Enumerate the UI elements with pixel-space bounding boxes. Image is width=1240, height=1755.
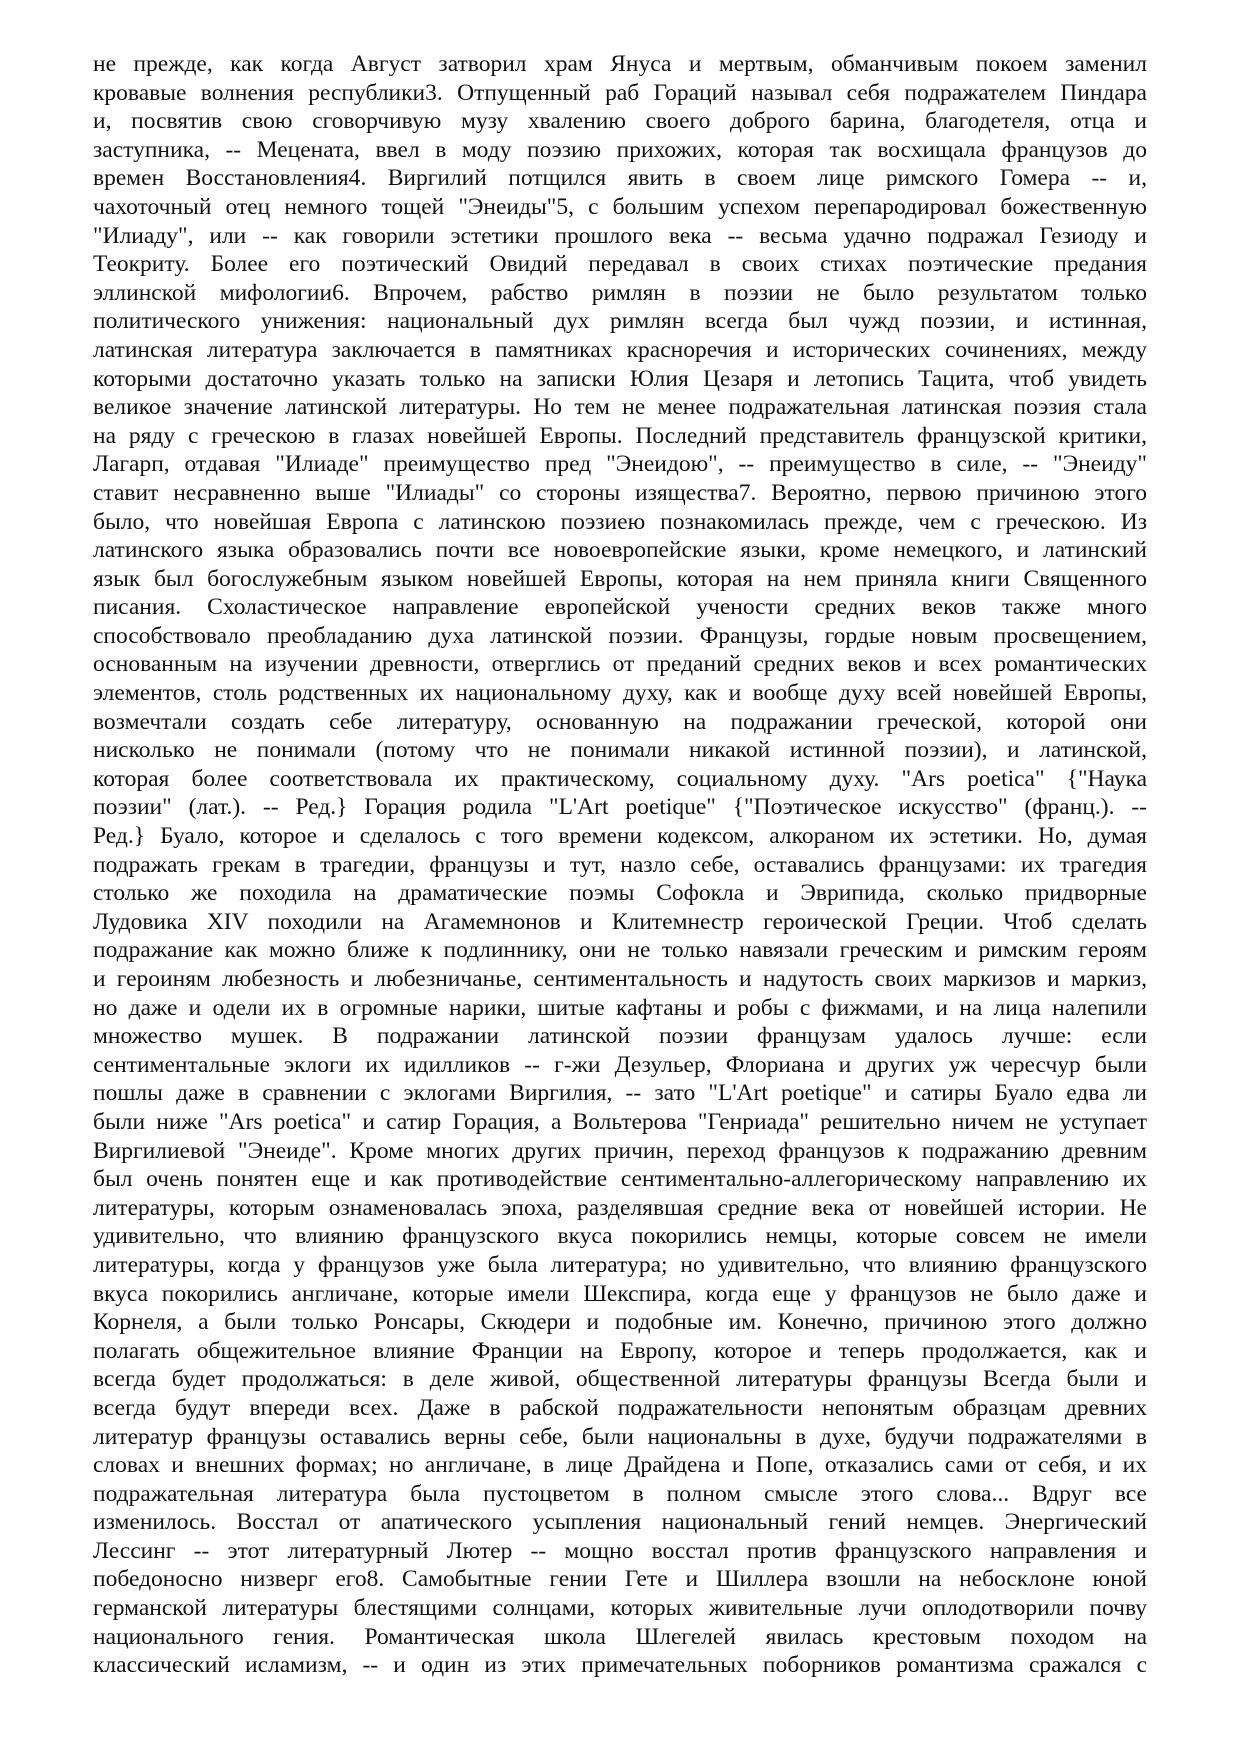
text-line: поэзии" (лат.). -- Ред.} Горация родила "L'Art poetique" {"Поэтическое искусство" (франц.). -- <box>93 794 1147 821</box>
text-line: всегда будут впереди всех. Даже в рабской подражательности непонятым образцам древних <box>93 1394 1147 1421</box>
text-line: Ред.} Буало, которое и сделалось с того времени кодексом, алкораном их эстетики. Но, думая <box>93 823 1147 850</box>
text-line: нисколько не понимали (потому что не понимали никакой истинной поэзии), и латинской, <box>93 737 1147 764</box>
text-line: на ряду с греческою в глазах новейшей Европы. Последний представитель французской критики, <box>93 422 1147 449</box>
text-line: и, посвятив свою сговорчивую музу хвалению своего доброго барина, благодетеля, отца и <box>93 108 1147 135</box>
text-line: политического унижения: национальный дух римлян всегда был чужд поэзии, и истинная, <box>93 308 1147 335</box>
text-line: и героиням любезность и любезничанье, сентиментальность и надутость своих маркизов и маркиз, <box>93 966 1147 992</box>
text-line: латинская литература заключается в памятниках красноречия и исторических сочинениях, между <box>93 336 1147 363</box>
text-line: Корнеля, а были только Ронсары, Скюдери и подобные им. Конечно, причиною этого должно <box>93 1309 1147 1336</box>
text-line: удивительно, что влиянию французского вкуса покорились немцы, которые совсем не имели <box>93 1223 1147 1250</box>
text-line: национального гения. Романтическая школа Шлегелей явилась крестовым походом на <box>93 1623 1147 1650</box>
text-line: ставит несравненно выше "Илиады" со стороны изящества7. Вероятно, первою причиною этого <box>93 479 1147 506</box>
text-line: литературы, которым ознаменовалась эпоха, разделявшая средние века от новейшей истории. Не <box>93 1194 1147 1221</box>
text-line: изменилось. Восстал от апатического усыпления национальный гений немцев. Энергический <box>93 1509 1147 1536</box>
text-line: чахоточный отец немного тощей "Энеиды"5, с большим успехом перепародировал божественную <box>93 193 1147 220</box>
text-line: множество мушек. В подражании латинской поэзии французам удалось лучше: если <box>93 1023 1147 1050</box>
text-line: которыми достаточно указать только на записки Юлия Цезаря и летопись Тацита, чтоб увидеть <box>93 365 1147 392</box>
text-line: язык был богослужебным языком новейшей Европы, которая на нем приняла книги Священного <box>93 565 1147 592</box>
text-line: Теокриту. Более его поэтический Овидий передавал в своих стихах поэтические предания <box>93 251 1147 278</box>
text-line: элементов, столь родственных их национальному духу, как и вообще духу всей новейшей Европы, <box>93 680 1147 707</box>
text-line: Лагарп, отдавая "Илиаде" преимущество пред "Энеидою", -- преимущество в силе, -- "Энеиду" <box>93 451 1147 478</box>
text-line: способствовало преобладанию духа латинской поэзии. Французы, гордые новым просвещением, <box>93 622 1147 649</box>
text-line: писания. Схоластическое направление европейской учености средних веков также много <box>93 594 1147 621</box>
text-line: вкуса покорились англичане, которые имели Шекспира, когда еще у французов не было даже и <box>93 1280 1147 1307</box>
text-line: великое значение латинской литературы. Но тем не менее подражательная латинская поэзия стала <box>93 394 1147 421</box>
text-line: основанным на изучении древности, отверглись от преданий средних веков и всех романтических <box>93 651 1147 678</box>
text-line: пошлы даже в сравнении с эклогами Виргилия, -- зато "L'Art poetique" и сатиры Буало едва ли <box>93 1080 1147 1107</box>
text-line: столько же походила на драматические поэмы Софокла и Эврипида, сколько придворные <box>93 880 1147 907</box>
text-line: подражательная литература была пустоцветом в полном смысле этого слова... Вдруг все <box>93 1480 1147 1507</box>
text-line: германской литературы блестящими солнцами, которых живительные лучи оплодотворили почву <box>93 1595 1147 1622</box>
text-line: были ниже "Ars poetica" и сатир Горация, а Вольтерова "Генриада" решительно ничем не уступает <box>93 1108 1147 1135</box>
text-line: времен Восстановления4. Виргилий потщился явить в своем лице римского Гомера -- и, <box>93 165 1147 192</box>
text-line: полагать общежительное влияние Франции на Европу, которое и теперь продолжается, как и <box>93 1337 1147 1364</box>
text-line: Лудовика XIV походили на Агамемнонов и Клитемнестр героической Греции. Чтоб сделать <box>93 908 1147 935</box>
text-line: было, что новейшая Европа с латинскою поэзиею познакомилась прежде, чем с греческою. Из <box>93 508 1147 535</box>
text-line: был очень понятен еще и как противодействие сентиментально-аллегорическому направлению их <box>93 1166 1147 1193</box>
text-line: Виргилиевой "Энеиде". Кроме многих других причин, переход французов к подражанию древним <box>93 1137 1147 1164</box>
text-line: всегда будет продолжаться: в деле живой, общественной литературы французы Всегда были и <box>93 1366 1147 1393</box>
text-line: литератур французы оставались верны себе, были национальны в духе, будучи подражателями в <box>93 1423 1147 1450</box>
text-line: заступника, -- Мецената, ввел в моду поэзию прихожих, которая так восхищала французов до <box>93 136 1147 163</box>
text-line: словах и внешних формах; но англичане, в лице Драйдена и Попе, отказались сами от себя, и их <box>93 1452 1147 1479</box>
text-line: победоносно низверг его8. Самобытные гении Гете и Шиллера взошли на небосклоне юной <box>93 1566 1147 1593</box>
text-line: "Илиаду", или -- как говорили эстетики прошлого века -- весьма удачно подражал Гезиоду и <box>93 222 1147 249</box>
text-line: классический исламизм, -- и один из этих примечательных поборников романтизма сражался с <box>93 1652 1147 1679</box>
text-line: которая более соответствовала их практическому, социальному духу. "Ars poetica" {"Наука <box>93 765 1147 792</box>
text-line: латинского языка образовались почти все новоевропейские языки, кроме немецкого, и латинский <box>93 537 1147 564</box>
text-line: подражание как можно ближе к подлиннику, они не только навязали греческим и римским героям <box>93 937 1147 964</box>
text-line: кровавые волнения республики3. Отпущенный раб Гораций называл себя подражателем Пиндара <box>93 79 1147 106</box>
document-page <box>93 50 1147 1680</box>
text-line: сентиментальные эклоги их идилликов -- г-жи Дезульер, Флориана и других уж чересчур были <box>93 1051 1147 1078</box>
text-line: Лессинг -- этот литературный Лютер -- мощно восстал против французского направления и <box>93 1537 1147 1564</box>
text-line: не прежде, как когда Август затворил храм Януса и мертвым, обманчивым покоем заменил <box>93 51 1147 77</box>
text-line: возмечтали создать себе литературу, основанную на подражании греческой, которой они <box>93 708 1147 735</box>
text-line: литературы, когда у французов уже была литература; но удивительно, что влиянию французского <box>93 1251 1147 1278</box>
text-line: эллинской мифологии6. Впрочем, рабство римлян в поэзии не было результатом только <box>93 279 1147 306</box>
text-line: но даже и одели их в огромные нарики, шитые кафтаны и робы с фижмами, и на лица налепили <box>93 994 1147 1021</box>
text-line: подражать грекам в трагедии, французы и тут, назло себе, оставались французами: их трагедия <box>93 851 1147 878</box>
